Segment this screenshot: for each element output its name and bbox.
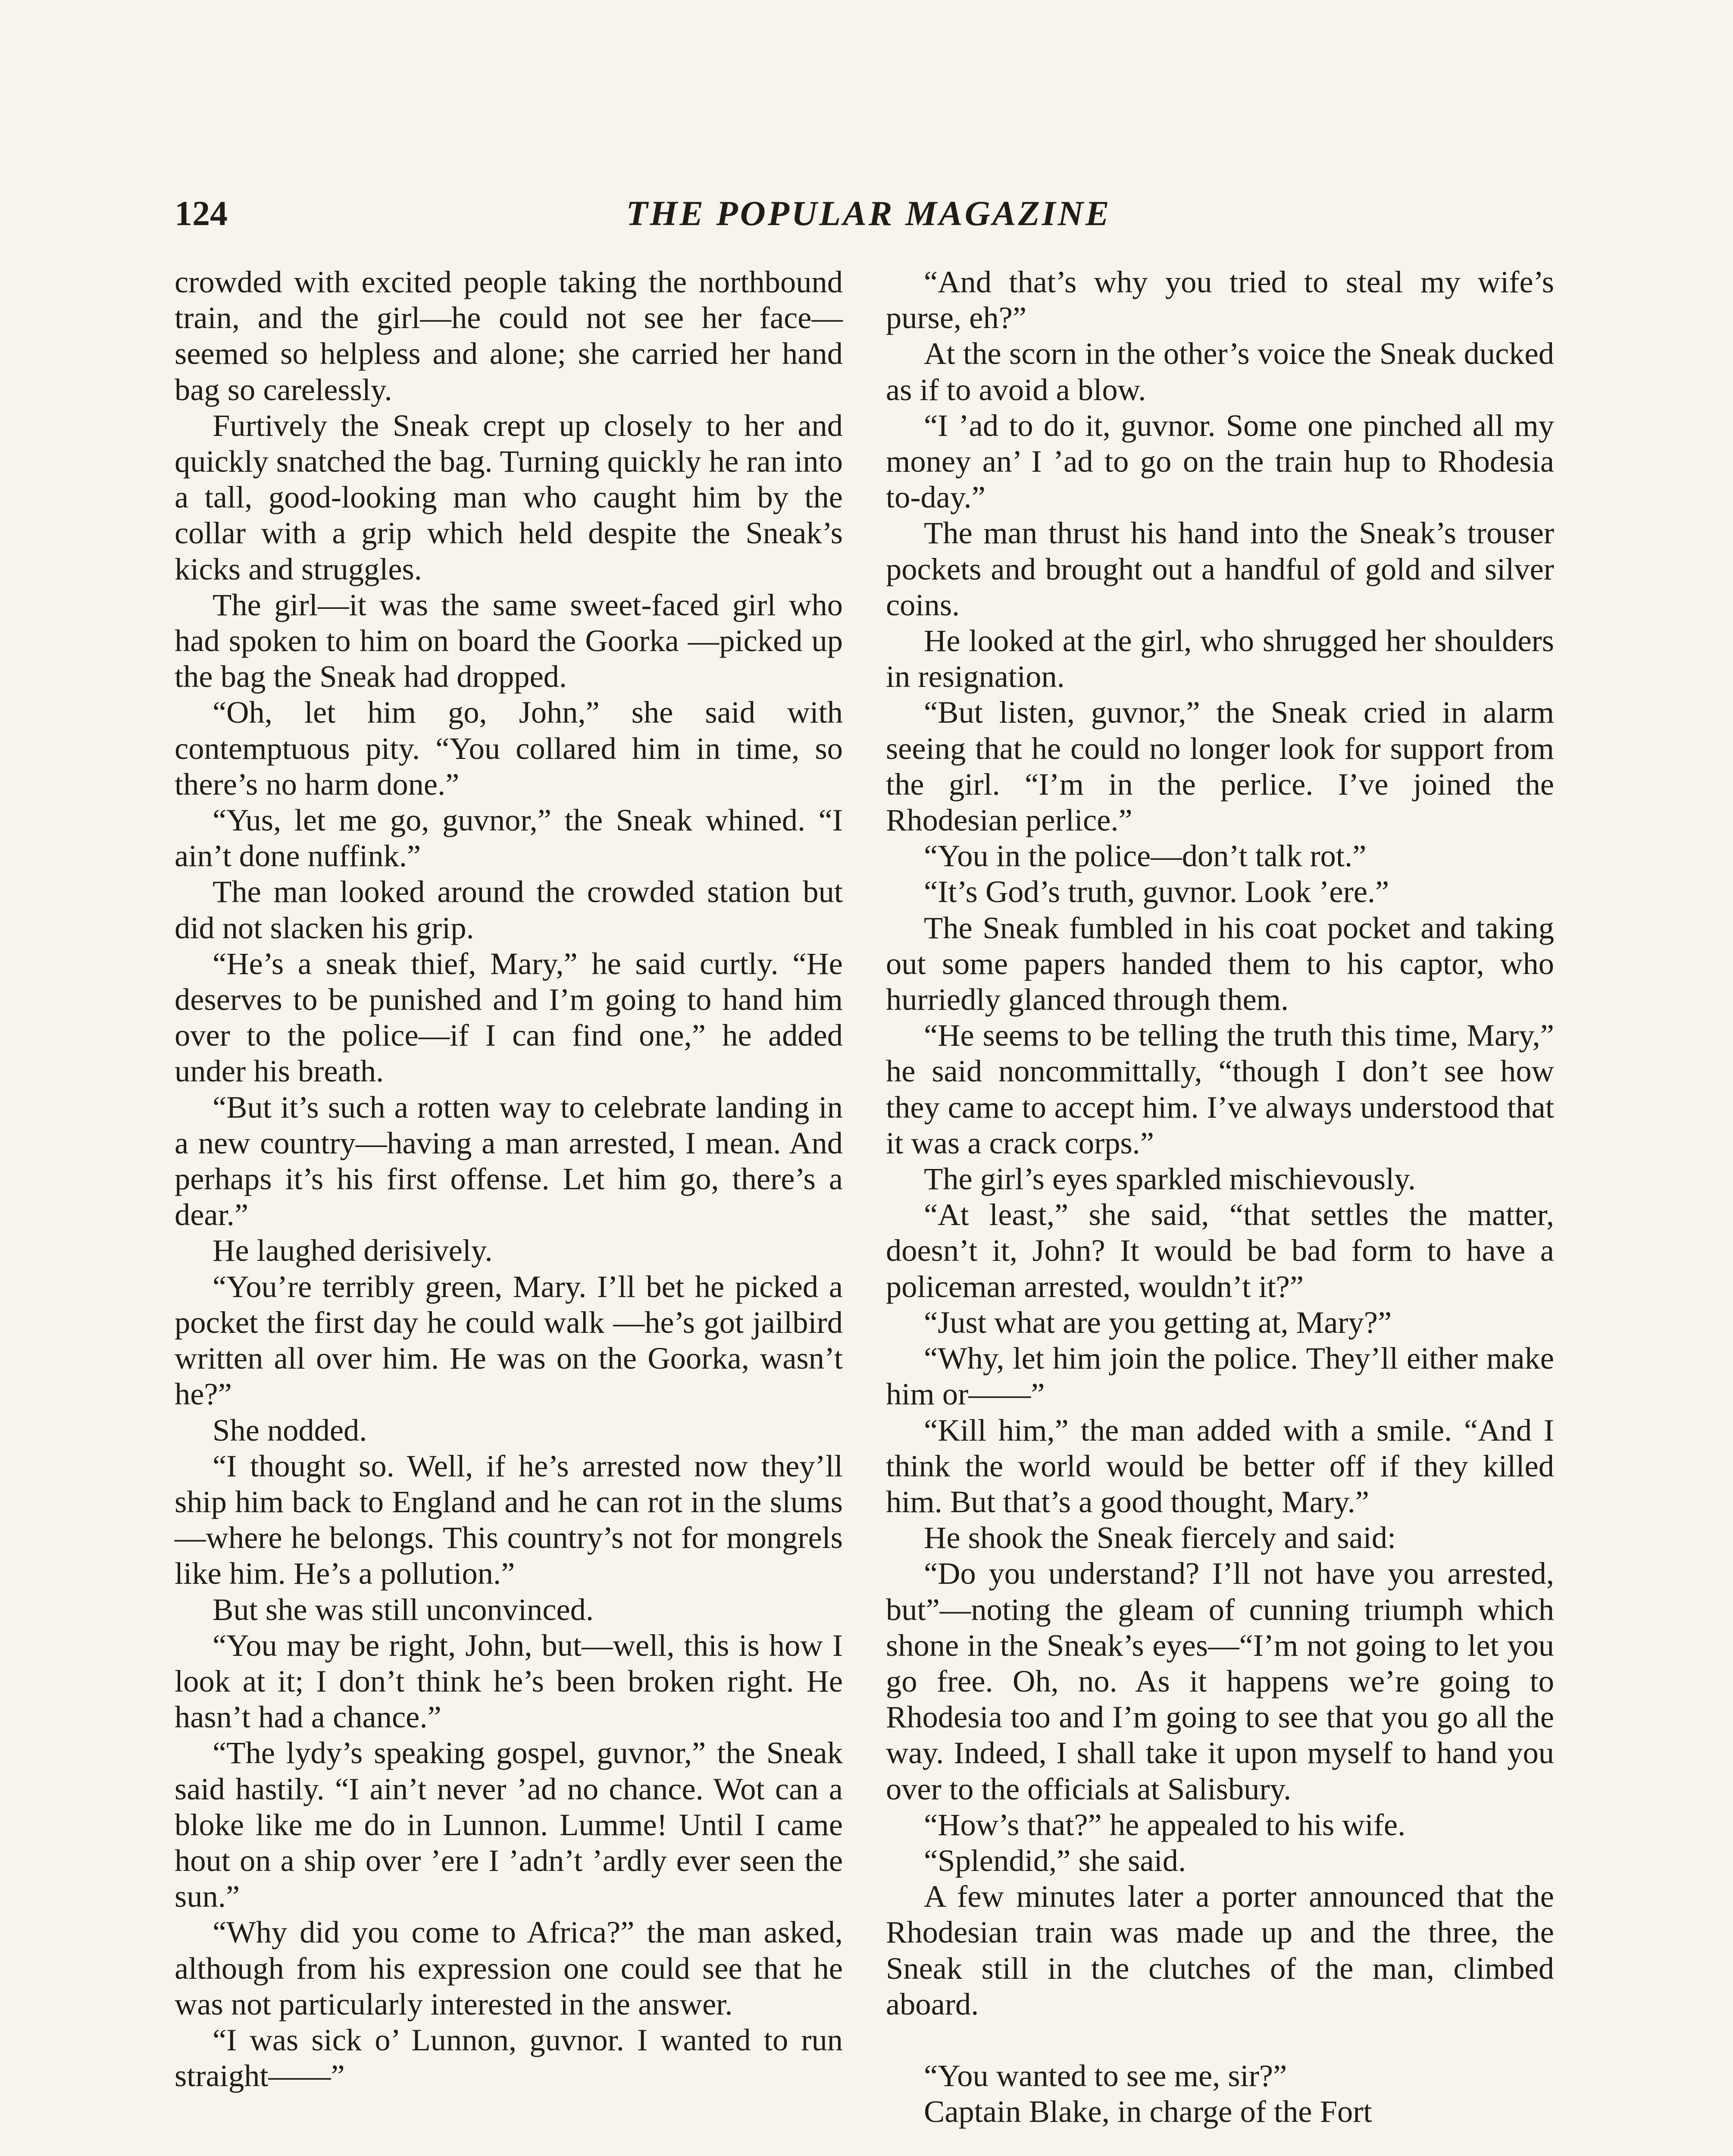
paragraph: “How’s that?” he appealed to his wife. [924,1807,1406,1842]
paragraph: The girl’s eyes sparkled mischievously. [924,1161,1416,1197]
left-column [175,264,843,2093]
paragraph: “Do you understand? I’ll not have you arrested, but”—noting the gleam of cunning triumph which shone in the Sneak’s eyes—“I’m not going to let you go free. Oh, no. As it happens we’re going to Rhodesia too and I’m going to see that you go all the way. Indeed, I shall take it upon myself to hand you over to the officials at Salisbury. [886,1556,1554,1806]
paragraph: The man looked around the crowded station but did not slacken his grip. [175,874,843,945]
paragraph: “You’re terribly green, Mary. I’ll bet he picked a pocket the first day he could walk —he’s got jailbird written all over him. He was on the Goorka, wasn’t he?” [175,1269,843,1412]
paragraph: “You may be right, John, but—well, this is how I look at it; I don’t think he’s been broken right. He hasn’t had a chance.” [175,1627,843,1735]
paragraph: “Kill him,” the man added with a smile. “And I think the world would be better off if they killed him. But that’s a good thought, Mary.” [886,1412,1554,1519]
right-column [886,264,1554,2129]
paragraph: “Yus, let me go, guvnor,” the Sneak whined. “I ain’t done nuffink.” [175,802,843,874]
paragraph: The Sneak fumbled in his coat pocket and taking out some papers handed them to his captor, who hurriedly glanced through them. [886,910,1554,1017]
paragraph: He shook the Sneak fiercely and said: [924,1520,1396,1555]
paragraph: The man thrust his hand into the Sneak’s trouser pockets and brought out a handful of gold and silver coins. [886,515,1554,622]
paragraph: “I thought so. Well, if he’s arrested now they’ll ship him back to England and he can rot in the slums—where he belongs. This country’s not for mongrels like him. He’s a pollution.” [175,1448,843,1591]
paragraph: But she was still unconvinced. [213,1592,594,1627]
paragraph: Captain Blake, in charge of the Fort [924,2094,1372,2129]
paragraph: “You in the police—don’t talk rot.” [924,838,1367,874]
paragraph: “At least,” she said, “that settles the matter, doesn’t it, John? It would be bad form to have a policeman arrested, wouldn’t it?” [886,1197,1554,1304]
paragraph: “I was sick o’ Lunnon, guvnor. I wanted to run straight——” [175,2022,843,2093]
paragraph: The girl—it was the same sweet-faced girl who had spoken to him on board the Goorka —picked up the bag the Sneak had dropped. [175,587,843,694]
paragraph: “Why, let him join the police. They’ll either make him or——” [886,1341,1554,1412]
paragraph: crowded with excited people taking the northbound train, and the girl—he could not see her face—seemed so helpless and alone; she carried her hand bag so carelessly. [175,264,843,407]
paragraph: “Oh, let him go, John,” she said with contemptuous pity. “You collared him in time, so there’s no harm done.” [175,695,843,802]
paragraph: He looked at the girl, who shrugged her shoulders in resignation. [886,623,1554,694]
paragraph: “You wanted to see me, sir?” [924,2058,1287,2093]
page-header [175,190,1563,237]
paragraph: “I ’ad to do it, guvnor. Some one pinched all my money an’ I ’ad to go on the train hup to Rhodesia to-day.” [886,407,1554,515]
paragraph: “Just what are you getting at, Mary?” [924,1304,1392,1340]
paragraph: A few minutes later a porter announced that the Rhodesian train was made up and the three, the Sneak still in the clutches of the man, climbed aboard. [886,1879,1554,2021]
paragraph: “And that’s why you tried to steal my wife’s purse, eh?” [886,264,1554,335]
paragraph: He laughed derisively. [213,1233,493,1268]
paragraph: Furtively the Sneak crept up closely to her and quickly snatched the bag. Turning quickly he ran into a tall, good-looking man who caught him by the collar with a grip which held despite the Sneak’s kicks and struggles. [175,407,843,586]
paragraph: “But it’s such a rotten way to celebrate landing in a new country—having a man arrested, I mean. And perhaps it’s his first offense. Let him go, there’s a dear.” [175,1089,843,1232]
paragraph: “The lydy’s speaking gospel, guvnor,” the Sneak said hastily. “I ain’t never ’ad no chance. Wot can a bloke like me do in Lunnon. Lumme! Until I came hout on a ship over ’ere I ’adn’t ’ardly ever seen the sun.” [175,1735,843,1914]
paragraph: “But listen, guvnor,” the Sneak cried in alarm seeing that he could no longer look for support from the girl. “I’m in the perlice. I’ve joined the Rhodesian perlice.” [886,695,1554,838]
running-title: THE POPULAR MAGAZINE [626,194,1111,233]
paragraph: “He seems to be telling the truth this time, Mary,” he said noncommittally, “though I don’t see how they came to accept him. I’ve always understood that it was a crack corps.” [886,1018,1554,1160]
paragraph: “Splendid,” she said. [924,1843,1186,1878]
paragraph: “Why did you come to Africa?” the man asked, although from his expression one could see that he was not particularly interested in the answer. [175,1915,843,2021]
paragraph: “He’s a sneak thief, Mary,” he said curtly. “He deserves to be punished and I’m going to hand him over to the police—if I can find one,” he added under his breath. [175,946,843,1089]
paragraph: “It’s God’s truth, guvnor. Look ’ere.” [924,874,1389,909]
page-number: 124 [175,194,228,233]
paragraph: At the scorn in the other’s voice the Sneak ducked as if to avoid a blow. [886,336,1554,407]
paragraph: She nodded. [213,1412,367,1448]
